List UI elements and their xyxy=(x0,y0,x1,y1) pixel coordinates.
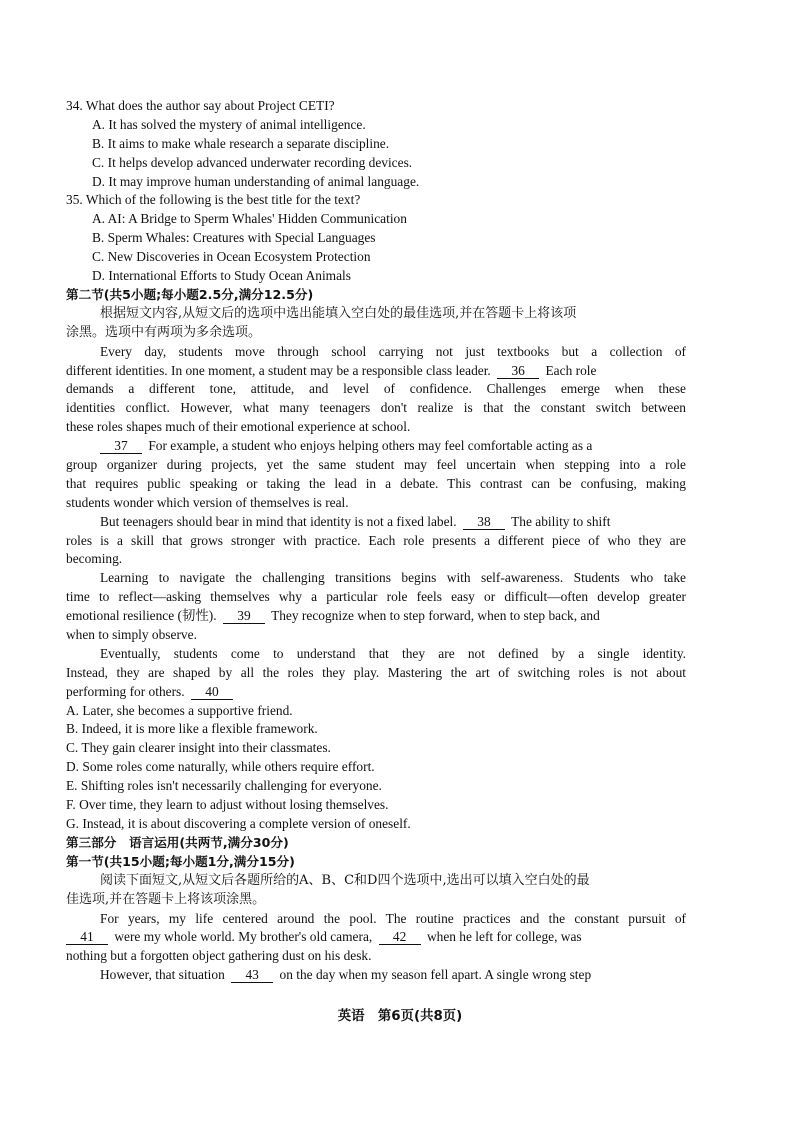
question-35 xyxy=(66,191,686,285)
choice-option: C. They gain clearer insight into their classmates. xyxy=(66,740,331,756)
passage-line: time to reflect—asking themselves why a particular role feels easy or difficult—often develop greater xyxy=(66,589,686,605)
passage-line: demands a different tone, attitude, and level of confidence. Challenges emerge when these xyxy=(66,381,686,397)
passage-line: when to simply observe. xyxy=(66,627,197,643)
answer-blank-43: 43 xyxy=(231,967,273,983)
answer-option: D. It may improve human understanding of animal language. xyxy=(92,173,420,189)
part-heading: 第三部分 语言运用(共两节,满分30分) xyxy=(66,835,289,850)
section-2 xyxy=(66,286,686,834)
page-footer: 英语 第6页(共8页) xyxy=(337,1009,463,1024)
answer-blank-38: 38 xyxy=(463,514,505,530)
passage-line: Instead, they are shaped by all the roles they play. Mastering the art of switching roles is not about xyxy=(66,664,686,680)
section-heading: 第二节(共5小题;每小题2.5分,满分12.5分) xyxy=(66,287,314,302)
passage-line: Every day, students move through school carrying not just textbooks but a collection of xyxy=(100,343,686,359)
answer-option: D. International Efforts to Study Ocean Animals xyxy=(92,267,351,283)
passage-line: identities conflict. However, what many teenagers don't realize is that the constant switch between xyxy=(66,400,686,416)
passage-line: However, that situation 43 on the day when my season fell apart. A single wrong step xyxy=(100,967,592,983)
answer-option: A. AI: A Bridge to Sperm Whales' Hidden Communication xyxy=(92,210,407,226)
section-instruction: 根据短文内容,从短文后的选项中选出能填入空白处的最佳选项,并在答题卡上将该项 xyxy=(100,305,577,321)
passage-line: 37 For example, a student who enjoys helping others may feel comfortable acting as a xyxy=(66,437,686,456)
passage-line: group organizer during projects, yet the same student may feel uncertain when stepping into a role xyxy=(66,457,686,473)
answer-option: C. It helps develop advanced underwater recording devices. xyxy=(92,154,413,170)
section-instruction: 佳选项,并在答题卡上将该项涂黑。 xyxy=(66,891,266,907)
passage-line: 41 were my whole world. My brother's old camera, 42 when he left for college, was xyxy=(66,928,686,947)
passage-line: Eventually, students come to understand that they are not defined by a single identity. xyxy=(100,645,686,661)
section-heading: 第一节(共15小题;每小题1分,满分15分) xyxy=(66,853,295,869)
choice-option: A. Later, she becomes a supportive friend. xyxy=(66,702,293,718)
answer-blank-39: 39 xyxy=(223,608,265,624)
question-stem: 35. Which of the following is the best title for the text? xyxy=(66,192,361,207)
section-instruction: 阅读下面短文,从短文后各题所给的A、B、C和D四个选项中,选出可以填入空白处的最 xyxy=(100,872,590,888)
passage-line: nothing but a forgotten object gathering dust on his desk. xyxy=(66,948,372,964)
question-34 xyxy=(66,97,686,191)
choice-option: F. Over time, they learn to adjust without losing themselves. xyxy=(66,797,389,813)
answer-blank-36: 36 xyxy=(497,363,539,379)
section-instruction: 涂黑。选项中有两项为多余选项。 xyxy=(66,324,262,340)
passage-line: Learning to navigate the challenging transitions begins with self-awareness. Students who take xyxy=(100,570,686,586)
answer-option: B. Sperm Whales: Creatures with Special Languages xyxy=(92,229,376,245)
answer-blank-37: 37 xyxy=(100,438,142,454)
choice-option: D. Some roles come naturally, while others require effort. xyxy=(66,759,375,775)
passage-line: roles is a skill that grows stronger with practice. Each role presents a different piece of who they are xyxy=(66,532,686,548)
passage-line: But teenagers should bear in mind that identity is not a fixed label. 38 The ability to shift xyxy=(100,513,611,529)
passage-line: becoming. xyxy=(66,551,123,567)
answer-blank-42: 42 xyxy=(379,929,421,945)
answer-option: A. It has solved the mystery of animal intelligence. xyxy=(92,116,366,132)
choice-option: E. Shifting roles isn't necessarily challenging for everyone. xyxy=(66,778,382,794)
answer-option: B. It aims to make whale research a separate discipline. xyxy=(92,135,390,151)
passage-line: different identities. In one moment, a student may be a responsible class leader. 36 Each role xyxy=(66,362,597,378)
part-3 xyxy=(66,834,686,985)
answer-blank-41: 41 xyxy=(66,929,108,945)
question-stem: 34. What does the author say about Project CETI? xyxy=(66,98,335,113)
answer-blank-40: 40 xyxy=(191,684,233,700)
passage-line: these roles shapes much of their emotional experience at school. xyxy=(66,419,411,435)
choice-option: G. Instead, it is about discovering a complete version of oneself. xyxy=(66,815,411,831)
passage-line: that requires public speaking or taking the lead in a debate. This contrast can be confusing, making xyxy=(66,475,686,491)
passage-line: For years, my life centered around the pool. The routine practices and the constant pursuit of xyxy=(100,910,686,926)
passage-line: emotional resilience (韧性). 39 They recognize when to step forward, when to step back, and xyxy=(66,608,600,624)
passage-line: students wonder which version of themselves is real. xyxy=(66,494,349,510)
choice-option: B. Indeed, it is more like a flexible framework. xyxy=(66,721,318,737)
answer-option: C. New Discoveries in Ocean Ecosystem Protection xyxy=(92,248,371,264)
passage-line: performing for others. 40 xyxy=(66,683,686,702)
